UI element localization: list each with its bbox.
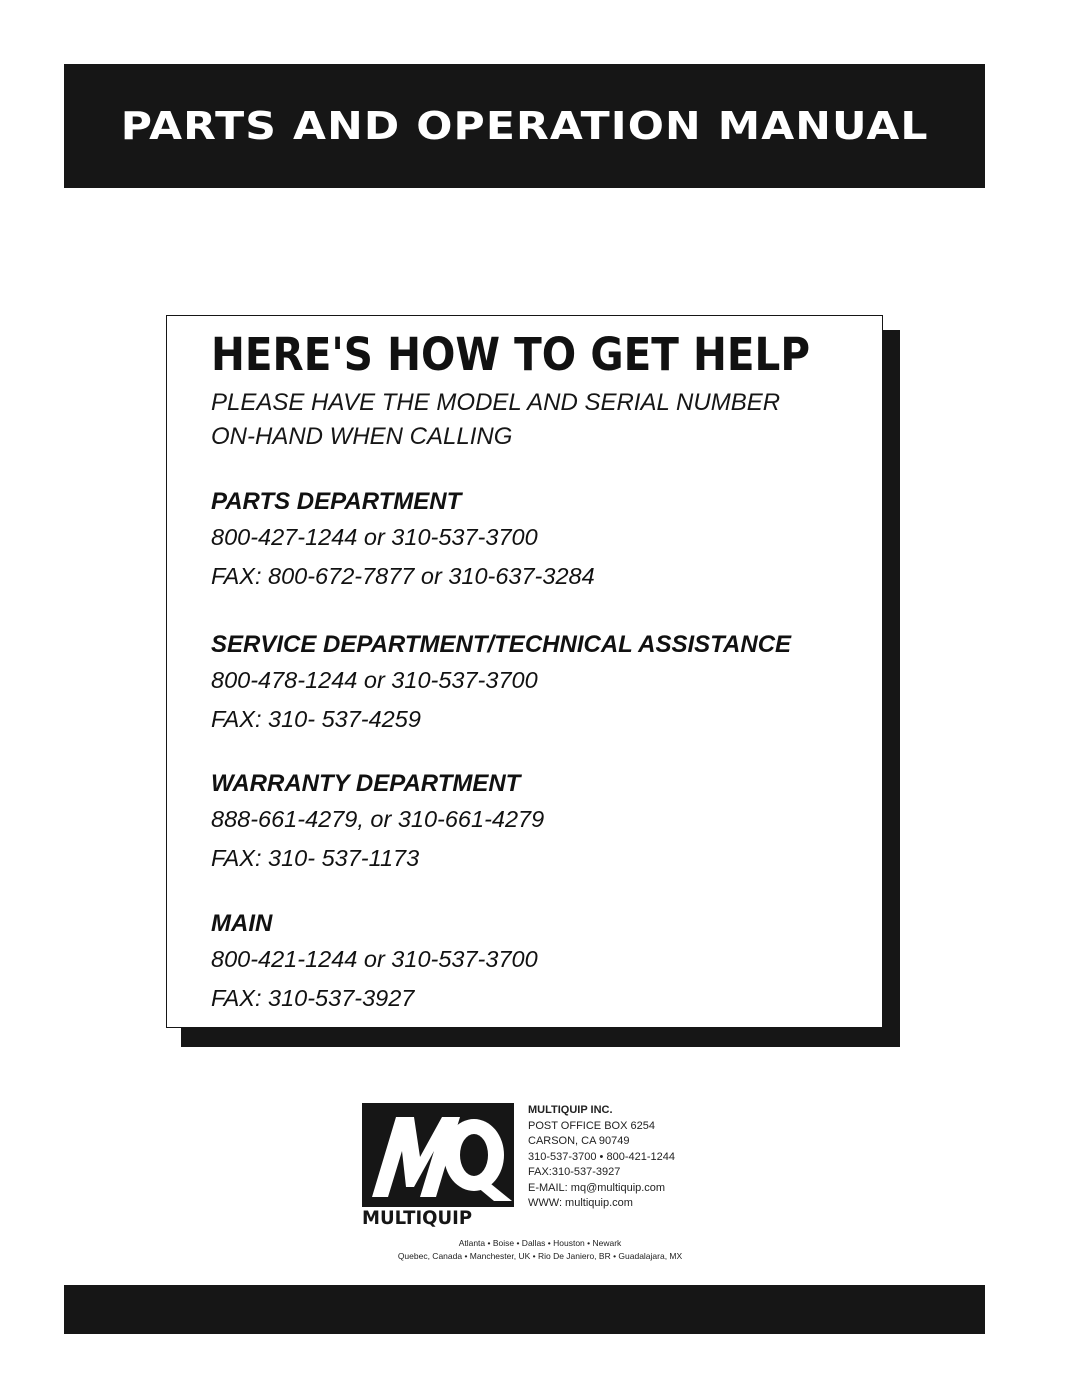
locations-line-1: Atlanta • Boise • Dallas • Houston • Newark: [458, 1238, 622, 1248]
multiquip-logo: [362, 1103, 514, 1227]
department-phone: 800-427-1244 or 310-537-3700: [211, 524, 538, 550]
footer-bar: [64, 1285, 985, 1334]
department-fax: FAX: 310- 537-1173: [211, 845, 420, 871]
department-fax: FAX: 310-537-3927: [211, 985, 415, 1011]
company-name: MULTIQUIP INC.: [528, 1104, 613, 1116]
address-line: POST OFFICE BOX 6254: [528, 1119, 655, 1132]
website-line: WWW: multiquip.com: [528, 1197, 633, 1209]
department-name: SERVICE DEPARTMENT/TECHNICAL ASSISTANCE: [211, 631, 792, 658]
help-title: HERE'S HOW TO GET HELP: [211, 328, 811, 381]
fax-line: FAX:310-537-3927: [528, 1166, 621, 1178]
parts-department: [211, 486, 595, 596]
email-line: E-MAIL: mq@multiquip.com: [528, 1181, 666, 1194]
mq-logo-icon: [362, 1103, 514, 1207]
address-line: CARSON, CA 90749: [528, 1135, 630, 1147]
main-department: [211, 908, 538, 1018]
header-bar: [64, 64, 985, 188]
help-box: [166, 315, 883, 1028]
manual-title: PARTS AND OPERATION MANUAL: [120, 104, 929, 148]
phone-line: 310-537-3700 • 800-421-1244: [528, 1150, 675, 1163]
department-phone: 888-661-4279, or 310-661-4279: [211, 806, 545, 832]
department-name: PARTS DEPARTMENT: [211, 488, 462, 515]
multiquip-wordmark: MULTIQUIP: [362, 1207, 473, 1229]
department-fax: FAX: 310- 537-4259: [211, 706, 421, 732]
department-fax: FAX: 800-672-7877 or 310-637-3284: [211, 563, 595, 589]
service-department: [211, 629, 791, 739]
warranty-department: [211, 768, 544, 878]
department-phone: 800-478-1244 or 310-537-3700: [211, 667, 538, 693]
department-name: MAIN: [211, 910, 273, 937]
department-phone: 800-421-1244 or 310-537-3700: [211, 946, 538, 972]
company-address: [528, 1103, 675, 1212]
locations-line-2: Quebec, Canada • Manchester, UK • Rio De Janiero, BR • Guadalajara, MX: [397, 1251, 683, 1261]
help-notice: PLEASE HAVE THE MODEL AND SERIAL NUMBER ON-HAND WHEN CALLING: [211, 389, 781, 450]
department-name: WARRANTY DEPARTMENT: [211, 770, 521, 797]
